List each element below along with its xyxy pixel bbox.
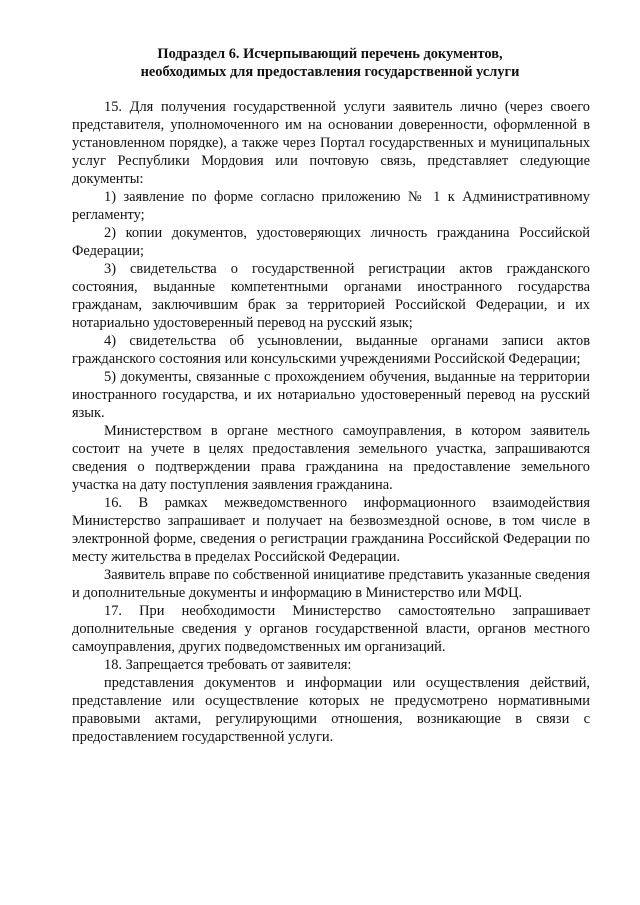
paragraph-17: 17. При необходимости Министерство самостоятельно запрашивает дополнительные сведения у органов государственной власти, органов местного самоуправления, других подведомственных им организаций.	[72, 603, 590, 655]
paragraph-15: 15. Для получения государственной услуги заявитель лично (через своего представителя, уполномоченного им на основании доверенности, оформленной в установленном порядке), а также через Портал государственных и муниципальных услуг Республики Мордовия или почтовую связь, представляет следующие документы:	[72, 99, 590, 187]
document-body	[72, 98, 590, 746]
list-item-1: 1) заявление по форме согласно приложению № 1 к Административному регламенту;	[72, 189, 590, 223]
paragraph-16: 16. В рамках межведомственного информационного взаимодействия Министерство запрашивает и получает на безвозмездной основе, в том числе в электронной форме, сведения о регистрации гражданина Российской Федерации по месту жительства в пределах Российской Федерации.	[72, 495, 590, 565]
list-item-2: 2) копии документов, удостоверяющих личность гражданина Российской Федерации;	[72, 225, 590, 259]
paragraph-18: 18. Запрещается требовать от заявителя:	[104, 657, 352, 673]
list-item-3: 3) свидетельства о государственной регистрации актов гражданского состояния, выданные компетентными органами иностранного государства гражданам, заключившим брак за территорией Российской Федерации, и их нотариально удостоверенный перевод на русский язык;	[72, 261, 590, 331]
list-item-4: 4) свидетельства об усыновлении, выданные органами записи актов гражданского состояния или консульскими учреждениями Российской Федерации;	[72, 333, 590, 367]
paragraph-applicant-right: Заявитель вправе по собственной инициативе представить указанные сведения и дополнительные документы и информацию в Министерство или МФЦ.	[72, 567, 590, 601]
list-item-5: 5) документы, связанные с прохождением обучения, выданные на территории иностранного государства, и их нотариально удостоверенный перевод на русский язык.	[72, 369, 590, 421]
section-heading	[70, 45, 590, 81]
paragraph-prohibition: представления документов и информации или осуществления действий, представление или осуществление которых не предусмотрено нормативными правовыми актами, регулирующими отношения, возникающие в связи с предоставлением государственной услуги.	[72, 675, 590, 745]
section-heading-line-2: необходимых для предоставления государственной услуги	[140, 64, 520, 80]
paragraph-ministry-request: Министерством в органе местного самоуправления, в котором заявитель состоит на учете в целях предоставления земельного участка, запрашиваются сведения о подтверждении права гражданина на предоставление земельного участка на дату поступления заявления гражданина.	[72, 423, 590, 493]
section-heading-line-1: Подраздел 6. Исчерпывающий перечень документов,	[157, 46, 503, 62]
